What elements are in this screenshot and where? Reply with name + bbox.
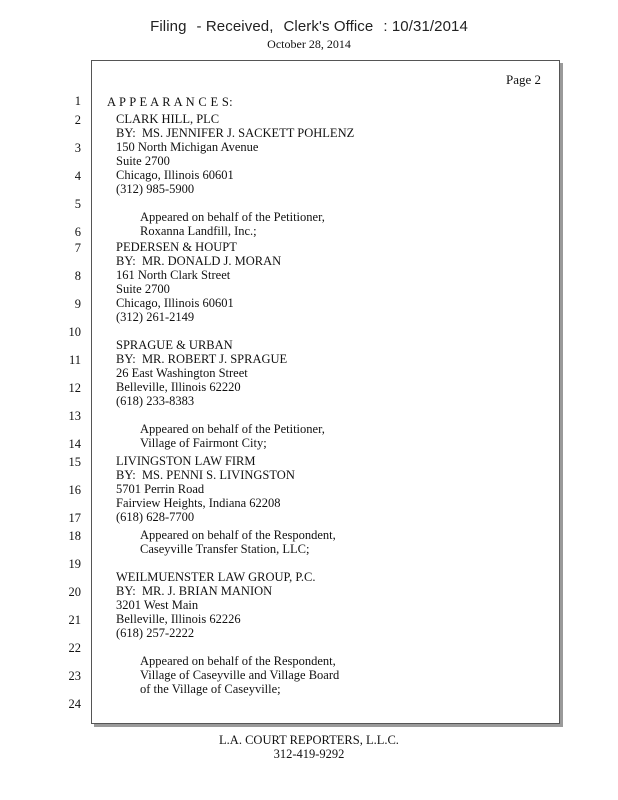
line-number: 9: [74, 297, 81, 311]
line-number: 19: [68, 557, 81, 571]
line-number: 16: [68, 483, 81, 497]
firm-street: 5701 Perrin Road: [116, 482, 205, 496]
line-number: 15: [68, 455, 81, 469]
firm-street: 150 North Michigan Avenue: [116, 140, 259, 154]
page-number: Page 2: [505, 72, 541, 87]
firm-name: WEILMUENSTER LAW GROUP, P.C.: [116, 570, 316, 584]
attorney-name: BY: MS. PENNI S. LIVINGSTON: [116, 468, 295, 482]
attorney-name: BY: MR. DONALD J. MORAN: [116, 254, 282, 268]
firm-city: Chicago, Illinois 60601: [116, 168, 234, 182]
line-number: 22: [68, 641, 81, 655]
filing-stamp: [0, 18, 618, 35]
reporter-company: L.A. COURT REPORTERS, L.L.C.: [219, 733, 399, 747]
line-number: 14: [68, 437, 81, 451]
firm-name: SPRAGUE & URBAN: [116, 338, 233, 352]
client-name: Roxanna Landfill, Inc.;: [140, 224, 257, 238]
line-number: 1: [74, 94, 81, 108]
appearances-title: A P P E A R A N C E S:: [107, 95, 233, 109]
line-number: 6: [74, 225, 81, 239]
line-number: 11: [68, 353, 81, 367]
line-number: 12: [68, 381, 81, 395]
attorney-name: BY: MR. J. BRIAN MANION: [116, 584, 273, 598]
firm-suite: Suite 2700: [116, 154, 170, 168]
client-name: Village of Fairmont City;: [140, 436, 267, 450]
line-number: 18: [68, 529, 81, 543]
firm-city: Chicago, Illinois 60601: [116, 296, 234, 310]
firm-street: 26 East Washington Street: [116, 366, 248, 380]
line-number: 8: [74, 269, 81, 283]
firm-phone: (618) 257-2222: [116, 626, 195, 640]
line-number: 2: [74, 113, 81, 127]
appeared-behalf: Appeared on behalf of the Respondent,: [140, 654, 336, 668]
line-number: 24: [68, 697, 81, 711]
reporter-phone: 312-419-9292: [273, 747, 345, 761]
firm-street: 3201 West Main: [116, 598, 199, 612]
firm-phone: (618) 233-8383: [116, 394, 195, 408]
stamp-clerk: Clerk's Office: [283, 18, 374, 35]
attorney-name: BY: MS. JENNIFER J. SACKETT POHLENZ: [116, 126, 355, 140]
firm-phone: (312) 261-2149: [116, 310, 195, 324]
hearing-date: October 28, 2014: [267, 37, 351, 51]
firm-phone: (618) 628-7700: [116, 510, 195, 524]
line-number: 5: [74, 197, 81, 211]
firm-suite: Suite 2700: [116, 282, 170, 296]
firm-phone: (312) 985-5900: [116, 182, 195, 196]
attorney-name: BY: MR. ROBERT J. SPRAGUE: [116, 352, 288, 366]
appeared-behalf: Appeared on behalf of the Petitioner,: [140, 422, 325, 436]
line-number: 21: [68, 613, 81, 627]
line-number: 17: [68, 511, 81, 525]
stamp-filing: Filing: [150, 18, 187, 35]
appeared-behalf: Appeared on behalf of the Petitioner,: [140, 210, 325, 224]
line-number: 7: [74, 241, 81, 255]
firm-name: PEDERSEN & HOUPT: [116, 240, 237, 254]
line-number: 20: [68, 585, 81, 599]
firm-name: CLARK HILL, PLC: [116, 112, 220, 126]
stamp-date: : 10/31/2014: [383, 18, 468, 35]
line-number: 23: [68, 669, 81, 683]
firm-city: Belleville, Illinois 62220: [116, 380, 241, 394]
client-name: Village of Caseyville and Village Board: [140, 668, 340, 682]
client-name-cont: of the Village of Caseyville;: [140, 682, 281, 696]
line-number: 4: [74, 169, 81, 183]
firm-city: Fairview Heights, Indiana 62208: [116, 496, 281, 510]
firm-city: Belleville, Illinois 62226: [116, 612, 241, 626]
client-name: Caseyville Transfer Station, LLC;: [140, 542, 310, 556]
firm-street: 161 North Clark Street: [116, 268, 231, 282]
line-numbers: [0, 0, 84, 800]
line-number: 13: [68, 409, 81, 423]
appeared-behalf: Appeared on behalf of the Respondent,: [140, 528, 336, 542]
stamp-received: - Received,: [196, 18, 274, 35]
firm-name: LIVINGSTON LAW FIRM: [116, 454, 256, 468]
line-number: 10: [68, 325, 81, 339]
line-number: 3: [74, 141, 81, 155]
